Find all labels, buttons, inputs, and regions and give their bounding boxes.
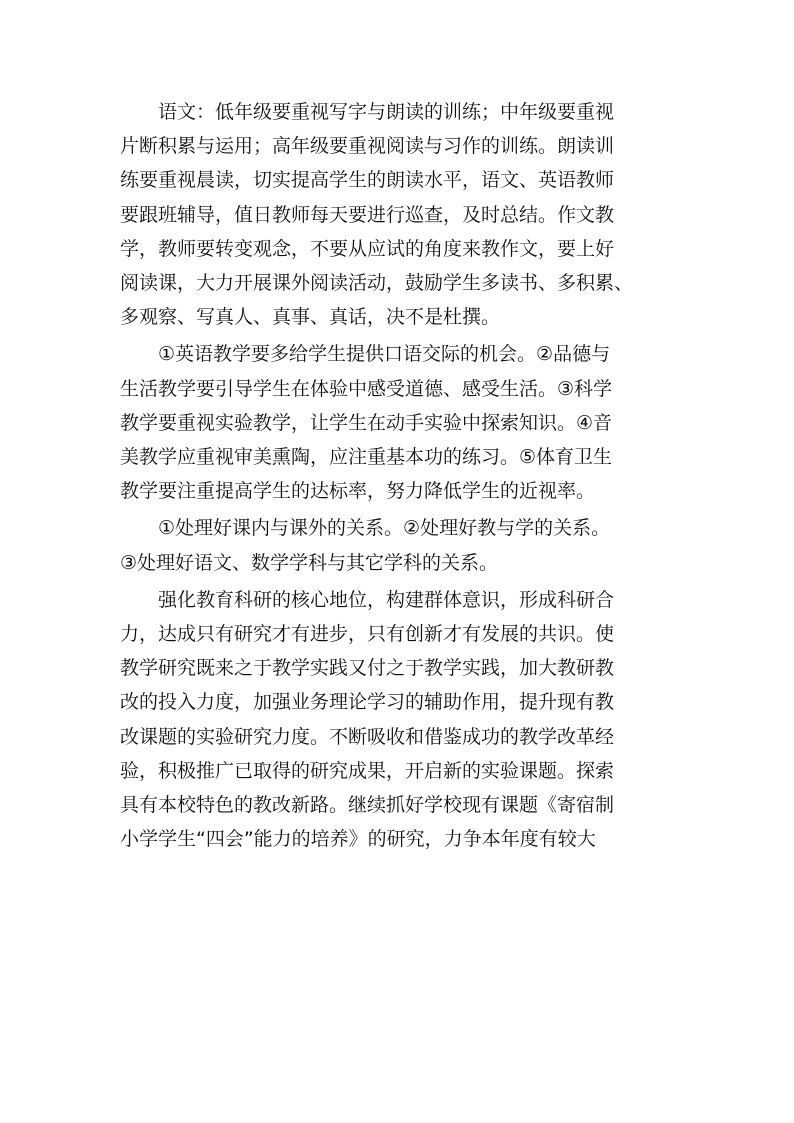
text-line: 要跟班辅导，值日教师每天要进行巡查，及时总结。作文教 — [120, 203, 615, 226]
text-line: 阅读课，大力开展课外阅读活动，鼓励学生多读书、多积累、 — [120, 272, 634, 295]
paragraph-relationships — [120, 511, 680, 579]
text-line: 验，积极推广已取得的研究成果，开启新的实验课题。探索 — [120, 759, 615, 782]
text-line: 强化教育科研的核心地位，构建群体意识，形成科研合 — [158, 588, 615, 611]
paragraph-other-subjects — [120, 337, 680, 508]
text-line: 教学要重视实验教学，让学生在动手实验中探索知识。④音 — [120, 411, 613, 434]
text-line: 教学研究既来之于教学实践又付之于教学实践，加大教研教 — [120, 657, 615, 680]
document-body — [120, 95, 680, 859]
text-line: 教学要注重提高学生的达标率，努力降低学生的近视率。 — [120, 480, 596, 503]
text-line: 改课题的实验研究力度。不断吸收和借鉴成功的教学改革经 — [120, 725, 615, 748]
text-line: 美教学应重视审美熏陶，应注重基本功的练习。⑤体育卫生 — [120, 446, 613, 469]
text-line: 具有本校特色的教改新路。继续抓好学校现有课题《寄宿制 — [120, 794, 615, 817]
text-line: 改的投入力度，加强业务理论学习的辅助作用，提升现有教 — [120, 691, 615, 714]
text-line: 生活教学要引导学生在体验中感受道德、感受生活。③科学 — [120, 377, 613, 400]
text-line: 多观察、写真人、真事、真话，决不是杜撰。 — [120, 306, 501, 329]
text-line: ③处理好语文、数学学科与其它学科的关系。 — [120, 551, 499, 574]
text-line: 练要重视晨读，切实提高学生的朗读水平，语文、英语教师 — [120, 169, 615, 192]
text-line: ①处理好课内与课外的关系。②处理好教与学的关系。 — [158, 517, 611, 540]
text-line: 片断积累与运用；高年级要重视阅读与习作的训练。朗读训 — [120, 135, 615, 158]
paragraph-chinese-teaching — [120, 95, 680, 334]
paragraph-research — [120, 583, 680, 857]
text-line: 小学学生“四会”能力的培养》的研究，力争本年度有较大 — [120, 828, 596, 851]
text-line: ①英语教学要多给学生提供口语交际的机会。②品德与 — [158, 343, 611, 366]
text-line: 力，达成只有研究才有进步，只有创新才有发展的共识。使 — [120, 623, 615, 646]
text-line: 学，教师要转变观念，不要从应试的角度来教作文，要上好 — [120, 237, 615, 260]
text-line: 语文：低年级要重视写字与朗读的训练；中年级要重视 — [158, 101, 615, 123]
